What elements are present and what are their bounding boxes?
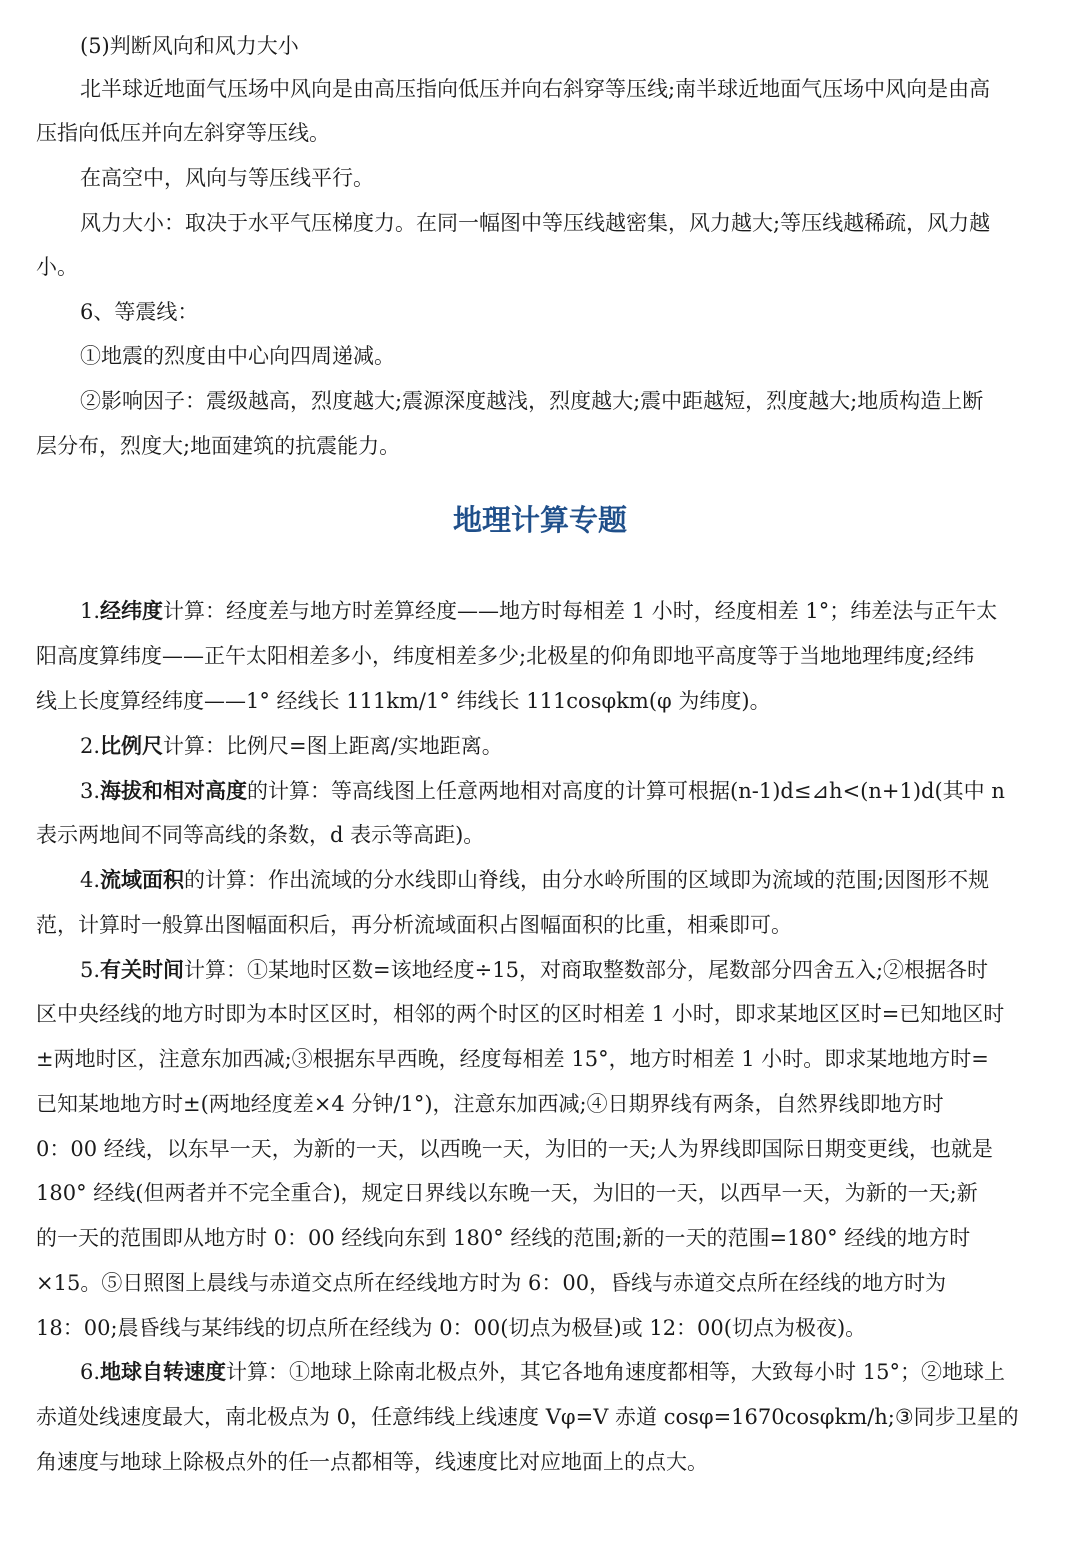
paragraph-line: 北半球近地面气压场中风向是由高压指向低压并向右斜穿等压线;南半球近地面气压场中风向是由高 <box>80 77 991 101</box>
paragraph-line: ±两地时区，注意东加西减;③根据东早西晚，经度每相差 15°，地方时相差 1 小时。即求某地地方时= <box>36 1047 989 1071</box>
paragraph-line: 范，计算时一般算出图幅面积后，再分析流域面积占图幅面积的比重，相乘即可。 <box>36 913 792 937</box>
item-term: 有关时间 <box>100 958 185 982</box>
item-number: 3. <box>80 779 101 803</box>
item-text: 的计算：等高线图上任意两地相对高度的计算可根据(n-1)d≤⊿h<(n+1)d(其中 n <box>247 779 1005 803</box>
paragraph-line: 的一天的范围即从地方时 0：00 经线向东到 180° 经线的范围;新的一天的范围=180° 经线的地方时 <box>36 1226 971 1250</box>
paragraph-line: 180° 经线(但两者并不完全重合)，规定日界线以东晚一天，为旧的一天，以西早一天，为新的一天;新 <box>36 1181 978 1205</box>
paragraph-line: 层分布，烈度大;地面建筑的抗震能力。 <box>36 434 401 458</box>
item-term: 海拔和相对高度 <box>100 779 248 803</box>
paragraph-line: 压指向低压并向左斜穿等压线。 <box>36 121 330 145</box>
paragraph-line: 0：00 经线，以东早一天，为新的一天，以西晚一天，为旧的一天;人为界线即国际日期变更线，也就是 <box>36 1137 993 1161</box>
item-3-line <box>80 776 1056 806</box>
wind-section-title: (5)判断风向和风力大小 <box>80 34 299 58</box>
item-term: 比例尺 <box>100 734 164 758</box>
item-number: 2. <box>80 734 101 758</box>
paragraph-line: 已知某地地方时±(两地经度差×4 分钟/1°)，注意东加西减;④日期界线有两条，自然界线即地方时 <box>36 1092 944 1116</box>
paragraph-line: 风力大小：取决于水平气压梯度力。在同一幅图中等压线越密集，风力越大;等压线越稀疏，风力越 <box>80 211 991 235</box>
item-number: 6. <box>80 1360 101 1384</box>
paragraph-line: 在高空中，风向与等压线平行。 <box>80 166 374 190</box>
item-text: 计算：经度差与地方时差算经度——地方时每相差 1 小时，经度相差 1°；纬差法与正午太 <box>163 599 998 623</box>
paragraph-line: ②影响因子：震级越高，烈度越大;震源深度越浅，烈度越大;震中距越短，烈度越大;地质构造上断 <box>80 389 984 413</box>
item-2-line <box>80 731 1056 761</box>
paragraph-line: 表示两地间不同等高线的条数，d 表示等高距)。 <box>36 823 485 847</box>
item-4-line <box>80 865 1056 895</box>
paragraph-line: 赤道处线速度最大，南北极点为 0，任意纬线上线速度 Vφ=V 赤道 cosφ=1670cosφkm/h;③同步卫星的 <box>36 1405 1019 1429</box>
item-number: 1. <box>80 599 101 623</box>
paragraph-line: ×15。⑤日照图上晨线与赤道交点所在经线地方时为 6：00，昏线与赤道交点所在经线的地方时为 <box>36 1271 947 1295</box>
paragraph-line: 18：00;晨昏线与某纬线的切点所在经线为 0：00(切点为极昼)或 12：00(切点为极夜)。 <box>36 1316 867 1340</box>
paragraph-line: 小。 <box>36 255 78 279</box>
paragraph-line: 角速度与地球上除极点外的任一点都相等，线速度比对应地面上的点大。 <box>36 1450 708 1474</box>
item-term: 地球自转速度 <box>100 1360 227 1384</box>
item-5-line <box>80 955 1056 985</box>
isoseismal-section-title: 6、等震线： <box>80 300 199 324</box>
item-term: 流域面积 <box>100 868 185 892</box>
paragraph-line: 阳高度算纬度——正午太阳相差多小，纬度相差多少;北极星的仰角即地平高度等于当地地理纬度;经纬 <box>36 644 975 668</box>
section-heading: 地理计算专题 <box>452 503 627 537</box>
item-1-line <box>80 596 1056 626</box>
item-term: 经纬度 <box>100 599 164 623</box>
item-text: 计算：比例尺=图上距离/实地距离。 <box>163 734 503 758</box>
item-number: 4. <box>80 868 101 892</box>
item-number: 5. <box>80 958 101 982</box>
paragraph-line: 区中央经线的地方时即为本时区区时，相邻的两个时区的区时相差 1 小时，即求某地区区时=已知地区时 <box>36 1002 1005 1026</box>
paragraph-line: 线上长度算经纬度——1° 经线长 111km/1° 纬线长 111cosφkm(φ 为纬度)。 <box>36 689 771 713</box>
item-text: 的计算：作出流域的分水线即山脊线，由分水岭所围的区域即为流域的范围;因图形不规 <box>184 868 990 892</box>
paragraph-line: ①地震的烈度由中心向四周递减。 <box>80 344 395 368</box>
item-text: 计算：①某地时区数=该地经度÷15，对商取整数部分，尾数部分四舍五入;②根据各时 <box>184 958 989 982</box>
item-6-line <box>80 1357 1056 1387</box>
item-text: 计算：①地球上除南北极点外，其它各地角速度都相等，大致每小时 15°；②地球上 <box>226 1360 1005 1384</box>
